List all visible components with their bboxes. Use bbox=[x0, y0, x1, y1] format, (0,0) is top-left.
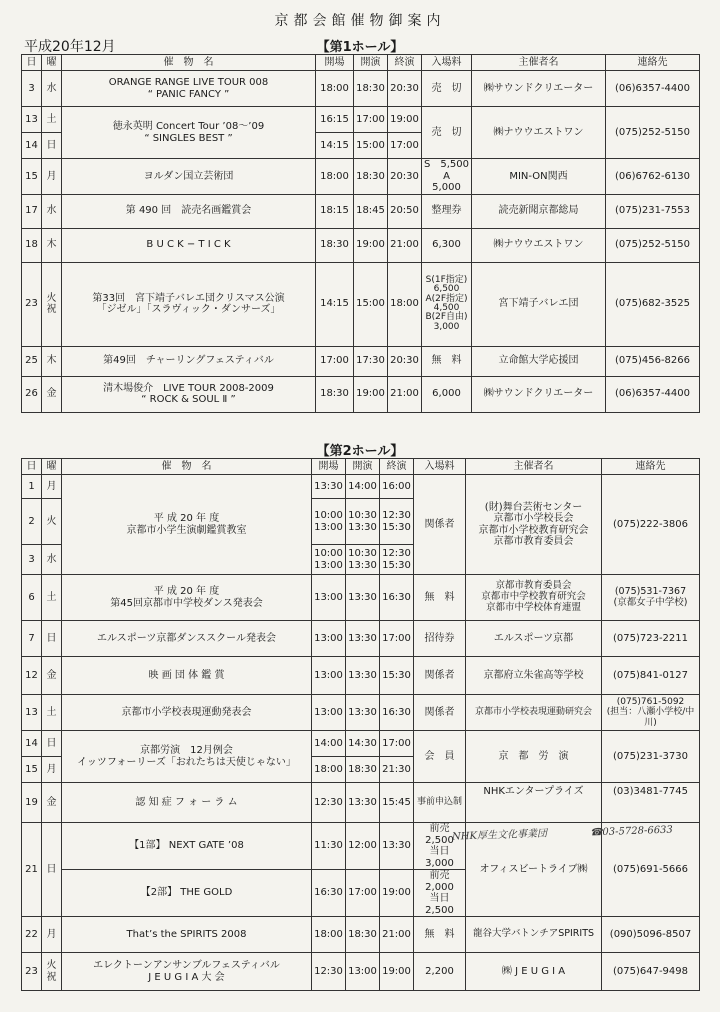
admission-cell: 会 員 bbox=[414, 731, 466, 783]
start-cell: 13:30 bbox=[346, 657, 380, 695]
end-cell: 15:45 bbox=[380, 783, 414, 823]
day-cell: 6 bbox=[22, 575, 42, 621]
event-cell bbox=[62, 71, 316, 107]
open-cell: 17:00 bbox=[316, 346, 354, 376]
contact-cell: (075)647-9498 bbox=[602, 953, 700, 991]
header-contact: 連絡先 bbox=[602, 459, 700, 475]
day-cell: 13 bbox=[22, 695, 42, 731]
table-row bbox=[22, 917, 700, 953]
table-row bbox=[22, 228, 700, 262]
end-cell: 20:50 bbox=[388, 194, 422, 228]
weekday-cell: 月 bbox=[42, 757, 62, 783]
event-cell bbox=[62, 575, 312, 621]
hall1-label: 【第1ホール】 bbox=[316, 40, 404, 55]
event-line: 「ジゼル」「スラヴィック・ダンサーズ」 bbox=[96, 304, 281, 315]
contact-cell: (075)252-5150 bbox=[606, 228, 700, 262]
weekday-cell: 火 祝 bbox=[42, 953, 62, 991]
day-cell: 7 bbox=[22, 621, 42, 657]
event-line: B U C K − T I C K bbox=[146, 239, 231, 251]
event-line: 第 490 回 読売名画鑑賞会 bbox=[125, 205, 252, 217]
organizer-cell: 京 都 労 演 bbox=[466, 731, 602, 783]
organizer-cell: 京都市小学校表現運動研究会 bbox=[466, 695, 602, 731]
day-cell: 3 bbox=[22, 545, 42, 575]
event-line: 平 成 20 年 度 bbox=[153, 586, 220, 597]
admission-cell: S 5,500 A 5,000 bbox=[422, 159, 472, 195]
day-cell: 21 bbox=[22, 823, 42, 917]
open-cell: 18:00 bbox=[316, 71, 354, 107]
weekday-cell: 日 bbox=[42, 823, 62, 917]
event-cell bbox=[62, 823, 312, 870]
end-cell: 12:30 15:30 bbox=[380, 499, 414, 545]
day-cell: 23 bbox=[22, 953, 42, 991]
open-cell: 16:30 bbox=[312, 870, 346, 917]
open-cell: 18:15 bbox=[316, 194, 354, 228]
table-row bbox=[22, 376, 700, 412]
weekday-cell: 日 bbox=[42, 621, 62, 657]
open-cell: 18:30 bbox=[316, 228, 354, 262]
organizer-cell: ㈱サウンドクリエーター bbox=[472, 71, 606, 107]
open-cell: 13:30 bbox=[312, 475, 346, 499]
end-cell: 16:30 bbox=[380, 575, 414, 621]
organizer-cell: ㈱ナウウエストワン bbox=[472, 107, 606, 159]
start-cell: 12:00 bbox=[346, 823, 380, 870]
open-cell: 13:00 bbox=[312, 575, 346, 621]
table-row bbox=[22, 262, 700, 346]
table-row bbox=[22, 159, 700, 195]
end-cell: 17:00 bbox=[380, 731, 414, 757]
day-cell: 12 bbox=[22, 657, 42, 695]
day-cell: 2 bbox=[22, 499, 42, 545]
start-cell: 10:30 13:30 bbox=[346, 499, 380, 545]
event-line: 平 成 20 年 度 bbox=[153, 513, 220, 524]
open-cell: 18:30 bbox=[316, 376, 354, 412]
event-cell bbox=[62, 159, 316, 195]
start-cell: 13:30 bbox=[346, 575, 380, 621]
admission-cell: 整理券 bbox=[422, 194, 472, 228]
end-cell: 16:00 bbox=[380, 475, 414, 499]
contact-cell: (075)231-7553 bbox=[606, 194, 700, 228]
organizer-cell: MIN-ON関西 bbox=[472, 159, 606, 195]
open-cell: 11:30 bbox=[312, 823, 346, 870]
table-row bbox=[22, 71, 700, 107]
start-cell: 13:00 bbox=[346, 953, 380, 991]
contact-cell: (075)456-8266 bbox=[606, 346, 700, 376]
table-row bbox=[22, 657, 700, 695]
event-line: 徳永英明 Concert Tour ’08〜’09 bbox=[112, 121, 265, 132]
event-cell bbox=[62, 870, 312, 917]
contact-cell: (075)691-5666 bbox=[602, 823, 700, 917]
open-cell: 12:30 bbox=[312, 953, 346, 991]
open-cell: 18:00 bbox=[316, 159, 354, 195]
event-line: 京都労演 12月例会 bbox=[140, 745, 233, 756]
open-cell: 14:15 bbox=[316, 262, 354, 346]
day-cell: 25 bbox=[22, 346, 42, 376]
handwritten-organizer-note: NHK厚生文化事業団 bbox=[451, 828, 548, 843]
day-cell: 3 bbox=[22, 71, 42, 107]
contact-cell: (06)6357-4400 bbox=[606, 71, 700, 107]
start-cell: 13:30 bbox=[346, 783, 380, 823]
end-cell: 21:30 bbox=[380, 757, 414, 783]
end-cell: 15:30 bbox=[380, 657, 414, 695]
organizer-cell: 読売新聞京都総局 bbox=[472, 194, 606, 228]
open-cell: 14:15 bbox=[316, 133, 354, 159]
end-cell: 18:00 bbox=[388, 262, 422, 346]
open-cell: 13:00 bbox=[312, 695, 346, 731]
start-cell: 15:00 bbox=[354, 133, 388, 159]
day-cell: 22 bbox=[22, 917, 42, 953]
event-cell bbox=[62, 783, 312, 823]
day-cell: 14 bbox=[22, 133, 42, 159]
admission-cell: 無 料 bbox=[414, 917, 466, 953]
day-cell: 18 bbox=[22, 228, 42, 262]
end-cell: 21:00 bbox=[380, 917, 414, 953]
contact-cell: (06)6762-6130 bbox=[606, 159, 700, 195]
start-cell: 17:00 bbox=[346, 870, 380, 917]
event-line: イッツフォーリーズ「おれたちは天使じゃない」 bbox=[77, 756, 296, 768]
contact-cell: (075)723-2211 bbox=[602, 621, 700, 657]
day-cell: 19 bbox=[22, 783, 42, 823]
event-line: ORANGE RANGE LIVE TOUR 008 bbox=[108, 77, 269, 88]
start-cell: 13:30 bbox=[346, 695, 380, 731]
day-cell: 14 bbox=[22, 731, 42, 757]
header-open: 開場 bbox=[312, 459, 346, 475]
event-line: That’s the SPIRITS 2008 bbox=[126, 928, 247, 940]
start-cell: 17:30 bbox=[354, 346, 388, 376]
open-cell: 14:00 bbox=[312, 731, 346, 757]
event-line: 清木場俊介 LIVE TOUR 2008-2009 bbox=[103, 382, 274, 394]
weekday-cell: 木 bbox=[42, 228, 62, 262]
event-cell bbox=[62, 376, 316, 412]
open-cell: 10:00 13:00 bbox=[312, 545, 346, 575]
start-cell: 13:30 bbox=[346, 621, 380, 657]
weekday-cell: 金 bbox=[42, 657, 62, 695]
weekday-cell: 金 bbox=[42, 376, 62, 412]
end-cell: 19:00 bbox=[388, 107, 422, 133]
header-admission: 入場料 bbox=[414, 459, 466, 475]
event-cell bbox=[62, 346, 316, 376]
organizer-cell: ㈱ナウウエストワン bbox=[472, 228, 606, 262]
start-cell: 17:00 bbox=[354, 107, 388, 133]
event-line: “ ROCK & SOUL Ⅱ ” bbox=[141, 394, 236, 405]
organizer-cell: オフィスビートライブ㈱ bbox=[466, 823, 602, 917]
contact-cell: (075)682-3525 bbox=[606, 262, 700, 346]
end-cell: 19:00 bbox=[380, 953, 414, 991]
header-start: 開演 bbox=[354, 55, 388, 71]
start-cell: 14:00 bbox=[346, 475, 380, 499]
event-line: J E U G I A 大 会 bbox=[148, 971, 225, 983]
start-cell: 15:00 bbox=[354, 262, 388, 346]
weekday-cell: 水 bbox=[42, 545, 62, 575]
open-cell: 13:00 bbox=[312, 657, 346, 695]
event-cell bbox=[62, 657, 312, 695]
end-cell: 13:30 bbox=[380, 823, 414, 870]
open-cell: 18:00 bbox=[312, 757, 346, 783]
event-cell bbox=[62, 107, 316, 159]
weekday-cell: 月 bbox=[42, 917, 62, 953]
organizer-cell: ㈱ J E U G I A bbox=[466, 953, 602, 991]
handwritten-phone-note: ☎03-5728-6633 bbox=[589, 824, 674, 839]
contact-cell: (075)252-5150 bbox=[606, 107, 700, 159]
organizer-cell: 立命館大学応援団 bbox=[472, 346, 606, 376]
event-line: 【1部】 NEXT GATE ’08 bbox=[129, 840, 244, 852]
day-cell: 23 bbox=[22, 262, 42, 346]
admission-cell: 売 切 bbox=[422, 107, 472, 159]
header-organizer: 主催者名 bbox=[466, 459, 602, 475]
header-end: 終演 bbox=[380, 459, 414, 475]
start-cell: 10:30 13:30 bbox=[346, 545, 380, 575]
weekday-cell: 水 bbox=[42, 194, 62, 228]
end-cell: 19:00 bbox=[380, 870, 414, 917]
weekday-cell: 木 bbox=[42, 346, 62, 376]
start-cell: 18:30 bbox=[354, 71, 388, 107]
contact-cell: (075)841-0127 bbox=[602, 657, 700, 695]
event-line: エレクトーンアンサンブルフェスティバル bbox=[93, 960, 280, 971]
end-cell: 12:30 15:30 bbox=[380, 545, 414, 575]
weekday-cell: 金 bbox=[42, 783, 62, 823]
contact-cell: (06)6357-4400 bbox=[606, 376, 700, 412]
event-line: “ PANIC FANCY ” bbox=[147, 88, 230, 100]
event-cell bbox=[62, 731, 312, 783]
admission-cell: 6,000 bbox=[422, 376, 472, 412]
header-organizer: 主催者名 bbox=[472, 55, 606, 71]
organizer-cell: 京都市教育委員会 京都市中学校教育研究会 京都市中学校体育連盟 bbox=[466, 575, 602, 621]
day-cell: 15 bbox=[22, 159, 42, 195]
header-event: 催 物 名 bbox=[62, 459, 312, 475]
end-cell: 20:30 bbox=[388, 346, 422, 376]
admission-cell: 無 料 bbox=[414, 575, 466, 621]
contact-cell: (075)761-5092 (担当：八瀬小学校/中川) bbox=[602, 695, 700, 731]
event-line: エルスポーツ京都ダンススクール発表会 bbox=[97, 632, 276, 644]
event-line: ヨルダン国立芸術団 bbox=[143, 170, 234, 182]
hall1-table bbox=[21, 54, 700, 413]
open-cell: 18:00 bbox=[312, 917, 346, 953]
event-line: 認 知 症 フ ォ ー ラ ム bbox=[135, 796, 238, 808]
organizer-cell: ㈱サウンドクリエーター bbox=[472, 376, 606, 412]
day-cell: 17 bbox=[22, 194, 42, 228]
table-row bbox=[22, 731, 700, 757]
weekday-cell: 日 bbox=[42, 731, 62, 757]
weekday-cell: 日 bbox=[42, 133, 62, 159]
start-cell: 18:30 bbox=[346, 757, 380, 783]
open-cell: 13:00 bbox=[312, 621, 346, 657]
organizer-cell: エルスポーツ京都 bbox=[466, 621, 602, 657]
hall2-label: 【第2ホール】 bbox=[316, 444, 404, 459]
admission-cell: 前売 2,000 当日 2,500 bbox=[414, 870, 466, 917]
admission-cell: 6,300 bbox=[422, 228, 472, 262]
organizer-cell: (財)舞台芸術センター 京都市小学校長会 京都市小学校教育研究会 京都市教育委員会 bbox=[466, 475, 602, 575]
event-cell bbox=[62, 475, 312, 575]
table-row bbox=[22, 194, 700, 228]
end-cell: 21:00 bbox=[388, 376, 422, 412]
admission-cell: 関係者 bbox=[414, 657, 466, 695]
table-row bbox=[22, 346, 700, 376]
weekday-cell: 火 bbox=[42, 499, 62, 545]
end-cell: 21:00 bbox=[388, 228, 422, 262]
admission-cell: 前売 2,500 当日 3,000 bbox=[414, 823, 466, 870]
event-line: 第49回 チャーリングフェスティバル bbox=[103, 355, 274, 367]
day-cell: 26 bbox=[22, 376, 42, 412]
page-title: 京都会館催物御案内 bbox=[274, 13, 446, 29]
weekday-cell: 水 bbox=[42, 71, 62, 107]
start-cell: 19:00 bbox=[354, 228, 388, 262]
admission-cell: 無 料 bbox=[422, 346, 472, 376]
start-cell: 18:30 bbox=[354, 159, 388, 195]
event-cell bbox=[62, 194, 316, 228]
weekday-cell: 火 祝 bbox=[42, 262, 62, 346]
event-cell bbox=[62, 917, 312, 953]
weekday-cell: 月 bbox=[42, 159, 62, 195]
admission-cell: 招待券 bbox=[414, 621, 466, 657]
event-cell bbox=[62, 695, 312, 731]
open-cell: 12:30 bbox=[312, 783, 346, 823]
event-line: 京都市小学校表現運動発表会 bbox=[121, 706, 252, 718]
admission-cell: S(1F指定) 6,500 A(2F指定) 4,500 B(2F自由) 3,000 bbox=[422, 262, 472, 346]
event-line: 京都市小学生演劇鑑賞教室 bbox=[126, 524, 247, 536]
start-cell: 18:30 bbox=[346, 917, 380, 953]
admission-cell: 2,200 bbox=[414, 953, 466, 991]
start-cell: 18:45 bbox=[354, 194, 388, 228]
organizer-cell: 宮下靖子バレエ団 bbox=[472, 262, 606, 346]
open-cell: 16:15 bbox=[316, 107, 354, 133]
header-open: 開場 bbox=[316, 55, 354, 71]
header-day: 日 bbox=[22, 55, 42, 71]
weekday-cell: 月 bbox=[42, 475, 62, 499]
contact-cell: (075)531-7367 (京都女子中学校) bbox=[602, 575, 700, 621]
admission-cell: 売 切 bbox=[422, 71, 472, 107]
header-weekday: 曜 bbox=[42, 459, 62, 475]
table-row bbox=[22, 575, 700, 621]
weekday-cell: 土 bbox=[42, 695, 62, 731]
organizer-cell: 京都府立朱雀高等学校 bbox=[466, 657, 602, 695]
end-cell: 16:30 bbox=[380, 695, 414, 731]
event-line: 第33回 宮下靖子バレエ団クリスマス公演 bbox=[92, 292, 285, 304]
event-line: 【2部】 THE GOLD bbox=[140, 887, 233, 899]
header-admission: 入場料 bbox=[422, 55, 472, 71]
table-row bbox=[22, 783, 700, 823]
header-event: 催 物 名 bbox=[62, 55, 316, 71]
open-cell: 10:00 13:00 bbox=[312, 499, 346, 545]
header-start: 開演 bbox=[346, 459, 380, 475]
schedule-month: 平成20年12月 bbox=[24, 39, 116, 55]
day-cell: 13 bbox=[22, 107, 42, 133]
table-row bbox=[22, 695, 700, 731]
weekday-cell: 土 bbox=[42, 107, 62, 133]
header-contact: 連絡先 bbox=[606, 55, 700, 71]
end-cell: 17:00 bbox=[380, 621, 414, 657]
table-row bbox=[22, 475, 700, 499]
event-cell bbox=[62, 953, 312, 991]
table-row bbox=[22, 953, 700, 991]
admission-cell: 関係者 bbox=[414, 475, 466, 575]
end-cell: 17:00 bbox=[388, 133, 422, 159]
start-cell: 19:00 bbox=[354, 376, 388, 412]
organizer-cell: NHKエンタープライズ bbox=[466, 783, 602, 823]
contact-cell: (03)3481-7745 bbox=[602, 783, 700, 823]
weekday-cell: 土 bbox=[42, 575, 62, 621]
header-end: 終演 bbox=[388, 55, 422, 71]
contact-cell: (090)5096-8507 bbox=[602, 917, 700, 953]
day-cell: 15 bbox=[22, 757, 42, 783]
contact-cell: (075)222-3806 bbox=[602, 475, 700, 575]
event-line: 映 画 団 体 鑑 賞 bbox=[148, 669, 225, 681]
end-cell: 20:30 bbox=[388, 71, 422, 107]
end-cell: 20:30 bbox=[388, 159, 422, 195]
event-cell bbox=[62, 262, 316, 346]
table-row bbox=[22, 107, 700, 133]
event-line: 第45回京都市中学校ダンス発表会 bbox=[110, 597, 263, 609]
contact-cell: (075)231-3730 bbox=[602, 731, 700, 783]
event-line: “ SINGLES BEST ” bbox=[144, 132, 233, 144]
admission-cell: 関係者 bbox=[414, 695, 466, 731]
organizer-cell: 龍谷大学バトンチアSPIRITS bbox=[466, 917, 602, 953]
event-cell bbox=[62, 621, 312, 657]
header-day: 日 bbox=[22, 459, 42, 475]
table-row bbox=[22, 621, 700, 657]
event-cell bbox=[62, 228, 316, 262]
start-cell: 14:30 bbox=[346, 731, 380, 757]
header-weekday: 曜 bbox=[42, 55, 62, 71]
day-cell: 1 bbox=[22, 475, 42, 499]
hall2-table bbox=[21, 458, 700, 991]
admission-cell: 事前申込制 bbox=[414, 783, 466, 823]
